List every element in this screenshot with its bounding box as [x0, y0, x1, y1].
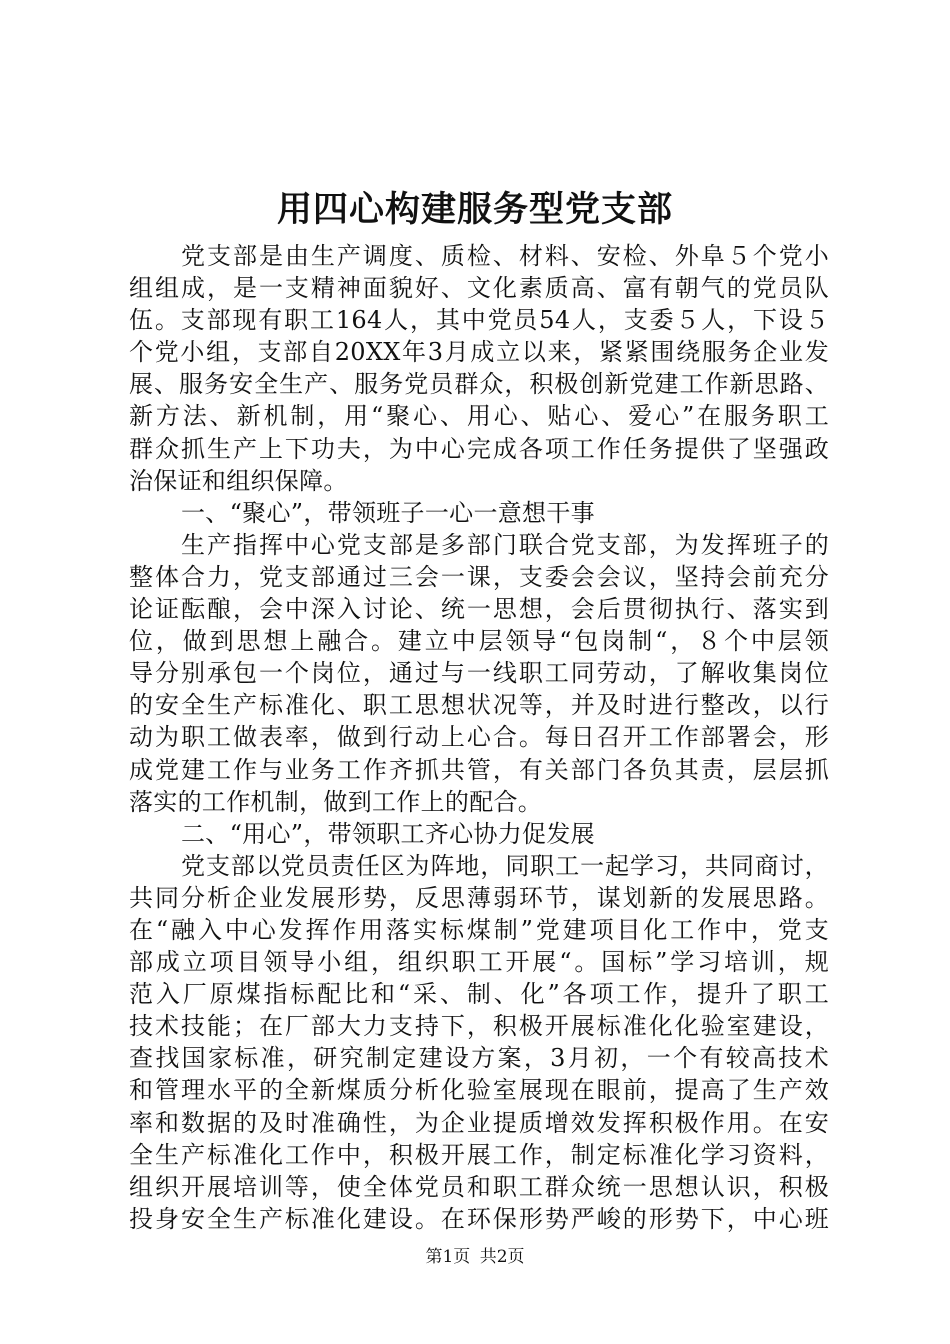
text-line: 成党建工作与业务工作齐抓共管，有关部门各负其责，层层抓: [129, 755, 829, 784]
text-line: 个党小组，支部自20XX年3月成立以来，紧紧围绕服务企业发: [129, 338, 829, 367]
text-line: 落实的工作机制，做到工作上的配合。: [129, 787, 543, 816]
text-line: 率和数据的及时准确性，为企业提质增效发挥积极作用。在安: [129, 1108, 829, 1137]
text-line: 一、“聚心”，带领班子一心一意想干事: [181, 498, 595, 527]
text-line: 位，做到思想上融合。建立中层领导“包岗制“，８个中层领: [129, 627, 829, 656]
text-line: 和管理水平的全新煤质分析化验室展现在眼前，提高了生产效: [129, 1076, 829, 1105]
text-line: 群众抓生产上下功夫，为中心完成各项工作任务提供了坚强政: [129, 434, 829, 463]
document-body: [129, 240, 829, 1235]
text-line: 查找国家标准，研究制定建设方案，3月初，一个有较高技术: [129, 1044, 829, 1073]
text-line: 党支部是由生产调度、质检、材料、安检、外阜５个党小: [181, 242, 829, 270]
text-line: 投身安全生产标准化建设。在环保形势严峻的形势下，中心班: [129, 1204, 829, 1233]
text-line: 的安全生产标准化、职工思想状况等，并及时进行整改，以行: [129, 691, 829, 720]
text-line: 范入厂原煤指标配比和“采、制、化”各项工作，提升了职工: [129, 980, 829, 1009]
text-line: 二、“用心”，带领职工齐心协力促发展: [181, 819, 595, 848]
text-line: 论证酝酿，会中深入讨论、统一思想，会后贯彻执行、落实到: [129, 595, 829, 624]
text-line: 组组成，是一支精神面貌好、文化素质高、富有朝气的党员队: [129, 274, 829, 303]
text-line: 新方法、新机制，用“聚心、用心、贴心、爱心”在服务职工: [129, 402, 829, 431]
text-line: 技术技能；在厂部大力支持下，积极开展标准化化验室建设，: [129, 1012, 829, 1041]
text-line: 动为职工做表率，做到行动上心合。每日召开工作部署会，形: [129, 723, 829, 752]
page-number-footer: 第1页 共2页: [425, 1247, 525, 1267]
text-line: 部成立项目领导小组，组织职工开展“。国标”学习培训，规: [129, 948, 829, 977]
text-line: 整体合力，党支部通过三会一课，支委会会议，坚持会前充分: [129, 562, 829, 591]
document-title: 用四心构建服务型党支部: [276, 189, 673, 230]
text-line: 共同分析企业发展形势，反思薄弱环节，谋划新的发展思路。: [129, 883, 829, 912]
text-line: 伍。支部现有职工164人，其中党员54人，支委５人，下设５: [129, 306, 829, 335]
text-line: 全生产标准化工作中，积极开展工作，制定标准化学习资料，: [129, 1140, 829, 1169]
text-line: 治保证和组织保障。: [129, 466, 348, 495]
text-line: 展、服务安全生产、服务党员群众，积极创新党建工作新思路、: [129, 370, 829, 399]
text-line: 生产指挥中心党支部是多部门联合党支部，为发挥班子的: [181, 530, 829, 559]
text-line: 组织开展培训等，使全体党员和职工群众统一思想认识，积极: [129, 1172, 829, 1201]
text-line: 党支部以党员责任区为阵地，同职工一起学习，共同商讨，: [181, 851, 829, 880]
text-line: 导分别承包一个岗位，通过与一线职工同劳动，了解收集岗位: [129, 659, 829, 688]
text-line: 在“融入中心发挥作用落实标煤制”党建项目化工作中，党支: [129, 915, 829, 944]
